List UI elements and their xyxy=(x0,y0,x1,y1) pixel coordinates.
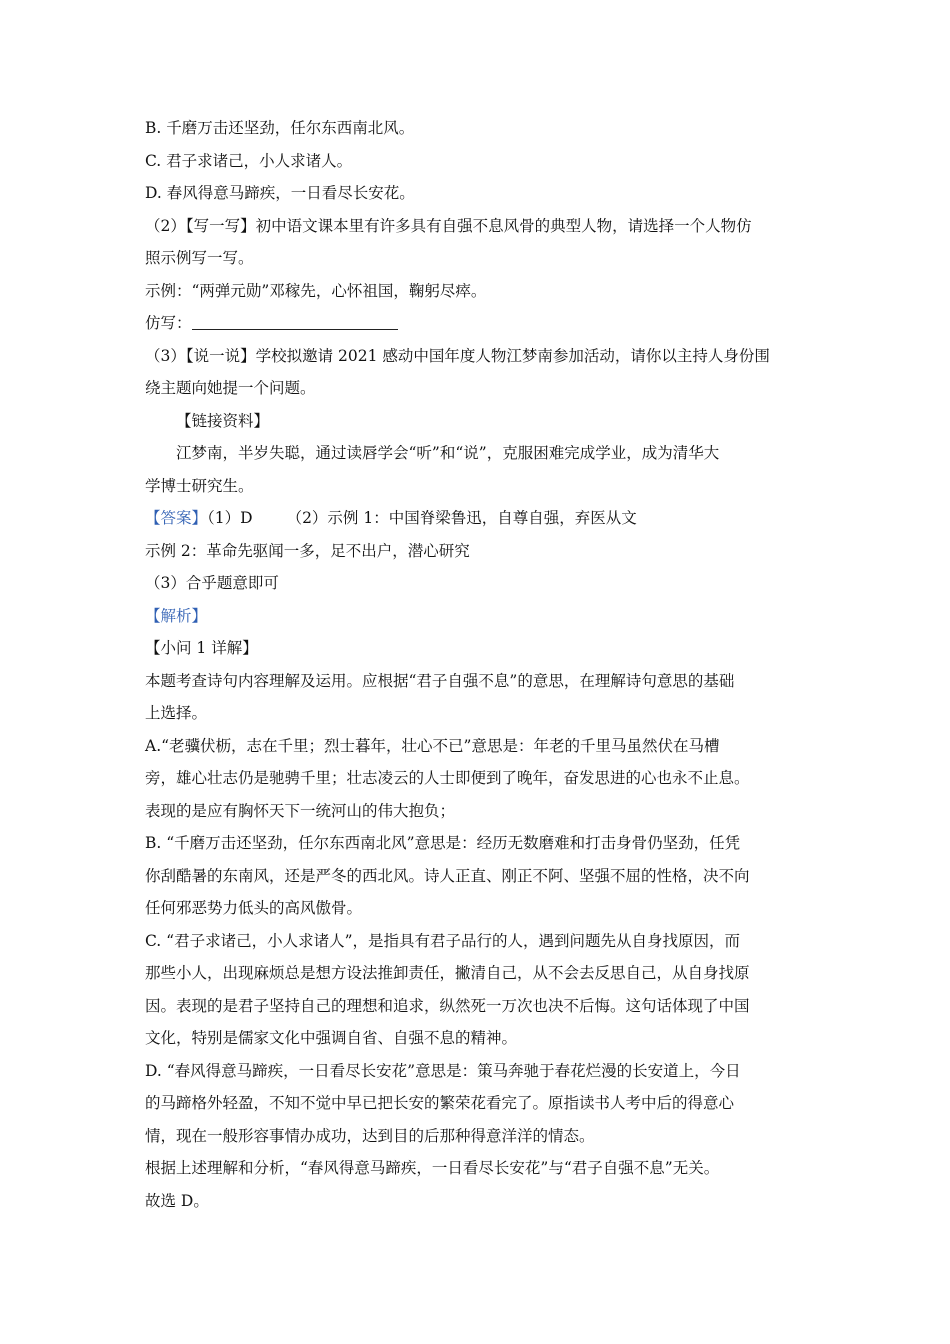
analysis-a-line-1: A.“老骥伏枥，志在千里；烈士暮年，壮心不已”意思是：年老的千里马虽然伏在马槽 xyxy=(145,736,720,755)
document-page xyxy=(145,112,810,1217)
answer-part-1: （1）D xyxy=(207,509,253,527)
option-b: B. 千磨万击还坚劲，任尔东西南北风。 xyxy=(145,119,415,137)
analysis-subquestion-1: 【小问 1 详解】 xyxy=(145,639,258,657)
analysis-b-line-1: B. “千磨万击还坚劲，任尔东西南北风”意思是：经历无数磨难和打击身骨仍坚劲，任凭 xyxy=(145,834,741,852)
answer-example-2: 示例 2：革命先驱闻一多，足不出户，潜心研究 xyxy=(145,541,470,560)
question-2-imitate xyxy=(145,307,810,340)
option-d: D. 春风得意马蹄疾，一日看尽长安花。 xyxy=(145,184,415,202)
answer-label: 【答案】 xyxy=(145,509,208,527)
analysis-d-line-1: D. “春风得意马蹄疾，一日看尽长安花”意思是：策马奔驰于春花烂漫的长安道上，今日 xyxy=(145,1061,741,1080)
analysis-b-line-3: 任何邪恶势力低头的高风傲骨。 xyxy=(145,899,363,917)
analysis-intro-1: 本题考查诗句内容理解及运用。应根据“君子自强不息”的意思，在理解诗句意思的基础 xyxy=(145,671,735,690)
answer-part-2: （2）示例 1：中国脊梁鲁迅，自尊自强，弃医从文 xyxy=(286,509,637,527)
analysis-c-line-1: C. “君子求诸己，小人求诸人”，是指具有君子品行的人，遇到问题先从自身找原因，而 xyxy=(145,931,741,950)
question-2-line-1: （2）【写一写】初中语文课本里有许多具有自强不息风骨的典型人物，请选择一个人物仿 xyxy=(145,216,752,235)
link-material-line-2: 学博士研究生。 xyxy=(145,476,254,495)
question-2-example: 示例：“两弹元勋”邓稼先，心怀祖国，鞠躬尽瘁。 xyxy=(145,281,487,300)
answer-line-1 xyxy=(145,502,810,535)
question-3-line-2: 绕主题向她提一个问题。 xyxy=(145,379,316,397)
analysis-c-line-2: 那些小人，出现麻烦总是想方设法推卸责任，撇清自己，从不会去反思自己，从自身找原 xyxy=(145,964,750,982)
analysis-conclusion: 根据上述理解和分析，“春风得意马蹄疾，一日看尽长安花”与“君子自强不息”无关。 xyxy=(145,1159,720,1177)
link-material-line-1: 江梦南，半岁失聪，通过读唇学会“听”和“说”，克服困难完成学业，成为清华大 xyxy=(176,444,720,462)
imitate-label: 仿写： xyxy=(145,314,192,332)
analysis-label: 【解析】 xyxy=(145,606,208,625)
analysis-a-line-2: 旁，雄心壮志仍是驰骋千里；壮志凌云的人士即便到了晚年，奋发思进的心也永不止息。 xyxy=(145,769,750,787)
option-c: C. 君子求诸己，小人求诸人。 xyxy=(145,151,353,170)
analysis-c-line-4: 文化，特别是儒家文化中强调自省、自强不息的精神。 xyxy=(145,1029,518,1047)
analysis-d-line-2: 的马蹄格外轻盈，不知不觉中早已把长安的繁荣花看完了。原指读书人考中后的得意心 xyxy=(145,1094,735,1112)
analysis-choice: 故选 D。 xyxy=(145,1191,209,1210)
analysis-a-line-3: 表现的是应有胸怀天下一统河山的伟大抱负； xyxy=(145,801,456,820)
analysis-b-line-2: 你刮酷暑的东南风，还是严冬的西北风。诗人正直、刚正不阿、坚强不屈的性格，决不向 xyxy=(145,866,750,885)
analysis-c-line-3: 因。表现的是君子坚持自己的理想和追求，纵然死一万次也决不后悔。这句话体现了中国 xyxy=(145,996,750,1015)
link-material-title: 【链接资料】 xyxy=(176,411,270,430)
imitate-blank-line[interactable] xyxy=(192,311,398,330)
analysis-intro-2: 上选择。 xyxy=(145,704,208,722)
answer-part-3: （3）合乎题意即可 xyxy=(145,574,279,592)
analysis-d-line-3: 情，现在一般形容事情办成功，达到目的后那种得意洋洋的情态。 xyxy=(145,1126,595,1145)
question-3-line-1: （3）【说一说】学校拟邀请 2021 感动中国年度人物江梦南参加活动，请你以主持人身份围 xyxy=(145,346,770,365)
question-2-line-2: 照示例写一写。 xyxy=(145,249,254,267)
